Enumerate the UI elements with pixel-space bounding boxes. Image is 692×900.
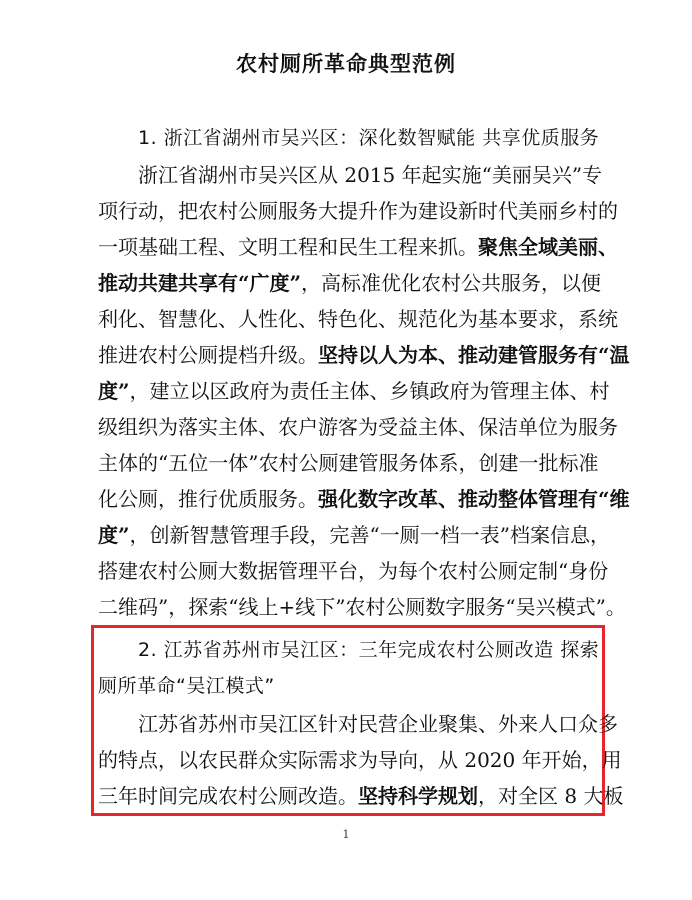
body-line [98,706,618,742]
body-text: 江苏省苏州市吴江区针对民营企业聚集、外来人口众多 [138,712,618,736]
section2-heading-line: 2. 江苏省苏州市吴江区：三年完成农村公厕改造 探索 [138,639,600,661]
bold-emphasis: 坚持以人为本、推动建管服务有“温 [318,343,630,367]
section1-heading [98,120,598,156]
section2-heading-line: 厕所革命“吴江模式” [98,675,275,697]
body-line [98,481,630,517]
body-text: 三年时间完成农村公厕改造。 [98,784,358,808]
body-text: ，创新智慧管理手段，完善“一厕一档一表”档案信息， [129,523,610,547]
body-text: 推进农村公厕提档升级。 [98,343,318,367]
body-line [98,553,609,589]
body-line [98,589,626,625]
body-text: 的特点，以农民群众实际需求为导向，从 2020 年开始，用 [98,748,622,772]
body-line [98,337,630,373]
body-text: 浙江省湖州市吴兴区从 2015 年起实施“美丽吴兴”专 [138,163,603,187]
body-line [98,265,602,301]
body-line [98,778,624,814]
body-line [98,373,610,409]
section1-heading-line: 1. 浙江省湖州市吴兴区：深化数智赋能 共享优质服务 [138,127,600,149]
body-line [98,445,598,481]
body-text: 搭建农村公厕大数据管理平台，为每个农村公厕定制“身份 [98,559,609,583]
body-line [98,157,603,193]
body-text: ，建立以区政府为责任主体、乡镇政府为管理主体、村 [129,379,610,403]
bold-emphasis: 聚焦全域美丽、 [478,235,618,259]
section2-body [98,706,624,814]
body-line [98,193,618,229]
body-text: ，对全区 8 大板 [478,784,624,808]
body-line [98,742,622,778]
bold-emphasis: 度” [98,379,130,403]
section2-heading [98,632,598,704]
section1-body [98,157,630,625]
body-line [98,409,618,445]
body-text: 级组织为落实主体、农户游客为受益主体、保洁单位为服务 [98,415,618,439]
body-text: 主体的“五位一体”农村公厕建管服务体系，创建一批标准 [98,451,599,475]
body-text: 化公厕，推行优质服务。 [98,487,318,511]
bold-emphasis: 推动共建共享有“广度” [98,271,302,295]
body-text: 利化、智慧化、人性化、特色化、规范化为基本要求，系统 [98,307,618,331]
page-number: 1 [342,828,350,841]
body-text: 二维码”，探索“线上+线下”农村公厕数字服务“吴兴模式”。 [98,595,626,619]
body-line [98,229,618,265]
bold-emphasis: 坚持科学规划 [358,784,478,808]
bold-emphasis: 度” [98,523,130,547]
document-title: 农村厕所革命典型范例 [236,51,456,76]
body-line [98,301,618,337]
body-text: ，高标准优化农村公共服务，以便 [301,271,602,295]
body-text: 一项基础工程、文明工程和民生工程来抓。 [98,235,478,259]
body-line [98,517,610,553]
body-text: 项行动，把农村公厕服务大提升作为建设新时代美丽乡村的 [98,199,618,223]
bold-emphasis: 强化数字改革、推动整体管理有“维 [318,487,630,511]
